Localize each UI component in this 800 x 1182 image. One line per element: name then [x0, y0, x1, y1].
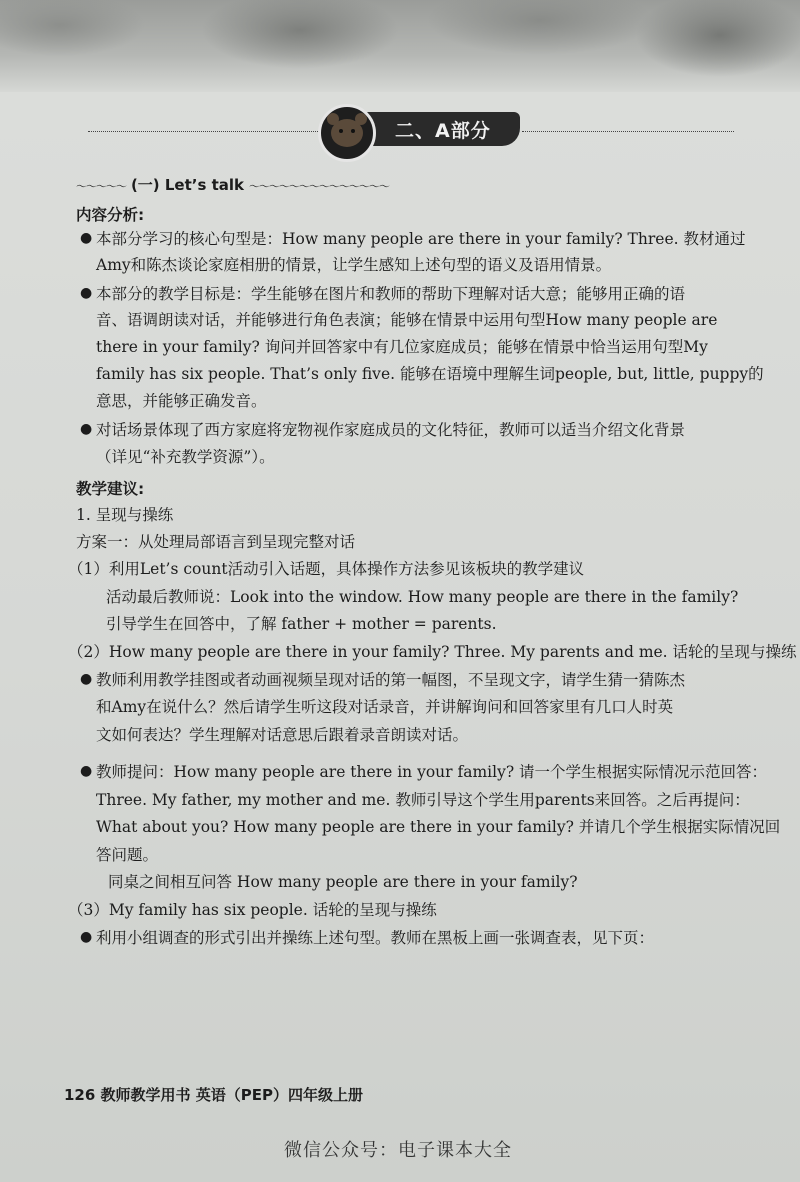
plan-title: 方案一：从处理局部语言到呈现完整对话 — [76, 533, 356, 551]
section-title-suffix: 〜〜〜〜〜〜〜〜〜〜〜〜〜〜 — [248, 180, 389, 193]
bear-mascot-icon — [318, 104, 376, 162]
text-line: 答问题。 — [96, 846, 159, 864]
text-line: Amy和陈杰谈论家庭相册的情景，让学生感知上述句型的语义及语用情景。 — [96, 256, 612, 274]
banner-title: 二、A部分 — [395, 120, 491, 142]
text-line: 本部分的教学目标是：学生能够在图片和教师的帮助下理解对话大意；能够用正确的语 — [96, 285, 686, 303]
text-line: family has six people. That’s only five. 能够在语境中理解生词people, but, little, puppy的 — [96, 365, 764, 383]
text-line: What about you? How many people are there in your family? 并请几个学生根据实际情况回 — [96, 818, 781, 836]
subheading: 1. 呈现与操练 — [76, 506, 174, 524]
page-footer — [64, 1085, 363, 1105]
text-line: 同桌之间相互问答 How many people are there in your family? — [108, 873, 578, 891]
text-line: 对话场景体现了西方家庭将宠物视作家庭成员的文化特征，教师可以适当介绍文化背景 — [96, 421, 686, 439]
bullet-dot: ● — [80, 421, 93, 437]
text-line: 音、语调朗读对话，并能够进行角色表演；能够在情景中运用句型How many people are — [96, 311, 718, 329]
page-number: 126 — [64, 1086, 96, 1104]
text-line: 意思，并能够正确发音。 — [96, 392, 267, 410]
section-title-prefix: 〜〜〜〜〜 — [76, 180, 126, 193]
text-line: there in your family? 询问并回答家中有几位家庭成员；能够在情景中恰当运用句型My — [96, 338, 708, 356]
text-line: 和Amy在说什么？然后请学生听这段对话录音，并讲解询问和回答家里有几口人时英 — [96, 698, 674, 716]
text-line: 引导学生在回答中，了解 father + mother = parents. — [106, 615, 497, 633]
bullet-dot: ● — [80, 230, 93, 246]
header-divider-left — [88, 131, 318, 132]
book-title: 教师教学用书 英语（PEP）四年级上册 — [100, 1086, 364, 1104]
step-2: （2）How many people are there in your family? Three. My parents and me. 话轮的呈现与操练 — [68, 643, 797, 661]
suggestions-heading: 教学建议: — [76, 480, 145, 498]
header-divider-right — [522, 131, 734, 132]
text-line: （详见“补充教学资源”）。 — [96, 448, 275, 466]
text-line: 教师利用教学挂图或者动画视频呈现对话的第一幅图，不呈现文字，请学生猜一猜陈杰 — [96, 671, 686, 689]
section-title-text: (一) Let’s talk — [130, 176, 245, 194]
decorative-header-image — [0, 0, 800, 92]
text-line: 文如何表达？学生理解对话意思后跟着录音朗读对话。 — [96, 726, 469, 744]
bullet-dot: ● — [80, 929, 93, 945]
step-3: （3）My family has six people. 话轮的呈现与操练 — [68, 901, 437, 919]
watermark-text: 微信公众号：电子课本大全 — [284, 1140, 512, 1161]
analysis-heading: 内容分析: — [76, 206, 145, 224]
bullet-dot: ● — [80, 671, 93, 687]
text-line: Three. My father, my mother and me. 教师引导这个学生用parents来回答。之后再提问： — [96, 791, 750, 809]
step-1: （1）利用Let’s count活动引入话题，具体操作方法参见该板块的教学建议 — [68, 560, 585, 578]
text-line: 本部分学习的核心句型是：How many people are there in your family? Three. 教材通过 — [96, 230, 746, 248]
text-line: 教师提问：How many people are there in your family? 请一个学生根据实际情况示范回答： — [96, 763, 768, 781]
text-line: 利用小组调查的形式引出并操练上述句型。教师在黑板上画一张调查表，见下页： — [96, 929, 655, 947]
bullet-dot: ● — [80, 763, 93, 779]
bullet-dot: ● — [80, 285, 93, 301]
section-title — [76, 175, 389, 197]
text-line: 活动最后教师说：Look into the window. How many people are there in the family? — [106, 588, 739, 606]
